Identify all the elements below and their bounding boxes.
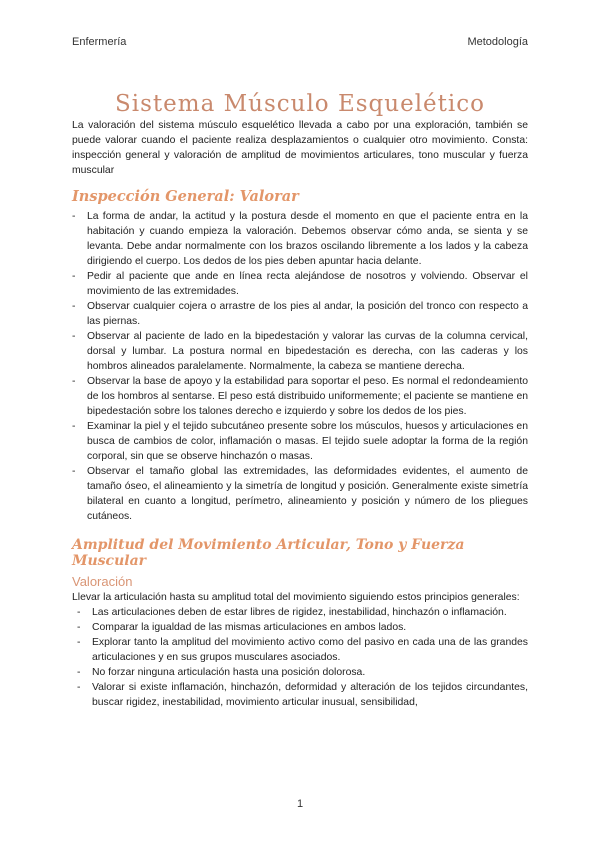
subsection-heading-valoracion: Valoración <box>72 574 133 589</box>
page-title: Sistema Músculo Esquelético <box>114 91 485 118</box>
header-right: Metodología <box>467 36 528 48</box>
section-heading-amplitud: Amplitud del Movimiento Articular, Tono y Fuerza Muscular <box>72 537 465 569</box>
content <box>72 118 528 710</box>
page-number: 1 <box>296 798 304 810</box>
section-heading-inspeccion: Inspección General: Valorar <box>72 188 299 205</box>
list-item: - Observar el tamaño global las extremidades, las deformidades evidentes, el aumento de tamaño óseo, el alineamiento y la simetría de longitud y posición. Generalmente existe simetría bilateral en cuanto a longitud, perímetro, alineamiento y posición y número de los pliegues cutáneos. <box>72 464 528 524</box>
list-item: - La forma de andar, la actitud y la postura desde el momento en que el paciente entra en la habitación y cuando empieza la valoración. Debemos observar cómo anda, se sienta y se levanta. Debe andar normalmente con los brazos oscilando libremente a los lados y la cabeza dirigiendo el cuerpo. Los dedos de los pies deben apuntar hacia delante. <box>72 209 528 269</box>
list-item: - No forzar ninguna articulación hasta una posición dolorosa. <box>72 665 528 680</box>
list-item: - Observar la base de apoyo y la estabilidad para soportar el peso. Es normal el redondeamiento de los hombros al sentarse. El peso está distribuido uniformemente; el paciente se mantiene en bipedestación sobre los talones derecho e izquierdo y sobre los dedos de los pies. <box>72 374 528 419</box>
intro-paragraph: La valoración del sistema músculo esquelético llevada a cabo por una exploración, también se puede valorar cuando el paciente realiza desplazamientos o cualquier otro movimiento. Consta: inspección general y valoración de amplitud de movimientos articulares, tono muscular y fuerza muscular <box>72 120 528 176</box>
valoracion-intro: Llevar la articulación hasta su amplitud total del movimiento siguiendo estos principios generales: <box>72 592 520 603</box>
list-item: - Explorar tanto la amplitud del movimiento activo como del pasivo en cada una de las grandes articulaciones y en sus grupos musculares asociados. <box>72 635 528 665</box>
inspeccion-list <box>72 209 528 524</box>
valoracion-list <box>72 605 528 710</box>
list-item: - Pedir al paciente que ande en línea recta alejándose de nosotros y volviendo. Observar el movimiento de las extremidades. <box>72 269 528 299</box>
list-item: - Comparar la igualdad de las mismas articulaciones en ambos lados. <box>72 620 528 635</box>
list-item: - Observar cualquier cojera o arrastre de los pies al andar, la posición del tronco con respecto a las piernas. <box>72 299 528 329</box>
header-left: Enfermería <box>72 36 127 48</box>
list-item: - Observar al paciente de lado en la bipedestación y valorar las curvas de la columna cervical, dorsal y lumbar. La postura normal en bipedestación es derecha, con las caderas y los hombros alineados paralelamente. Normalmente, la cabeza se mantiene derecha. <box>72 329 528 374</box>
list-item: - Las articulaciones deben de estar libres de rigidez, inestabilidad, hinchazón o inflamación. <box>72 605 528 620</box>
list-item: - Valorar si existe inflamación, hinchazón, deformidad y alteración de los tejidos circundantes, buscar rigidez, inestabilidad, movimiento articular inusual, sensibilidad, <box>72 680 528 710</box>
list-item: - Examinar la piel y el tejido subcutáneo presente sobre los músculos, huesos y articulaciones en busca de cambios de color, inflamación o masas. El tejido suele adoptar la forma de la región corporal, sin que se observe hinchazón o masas. <box>72 419 528 464</box>
